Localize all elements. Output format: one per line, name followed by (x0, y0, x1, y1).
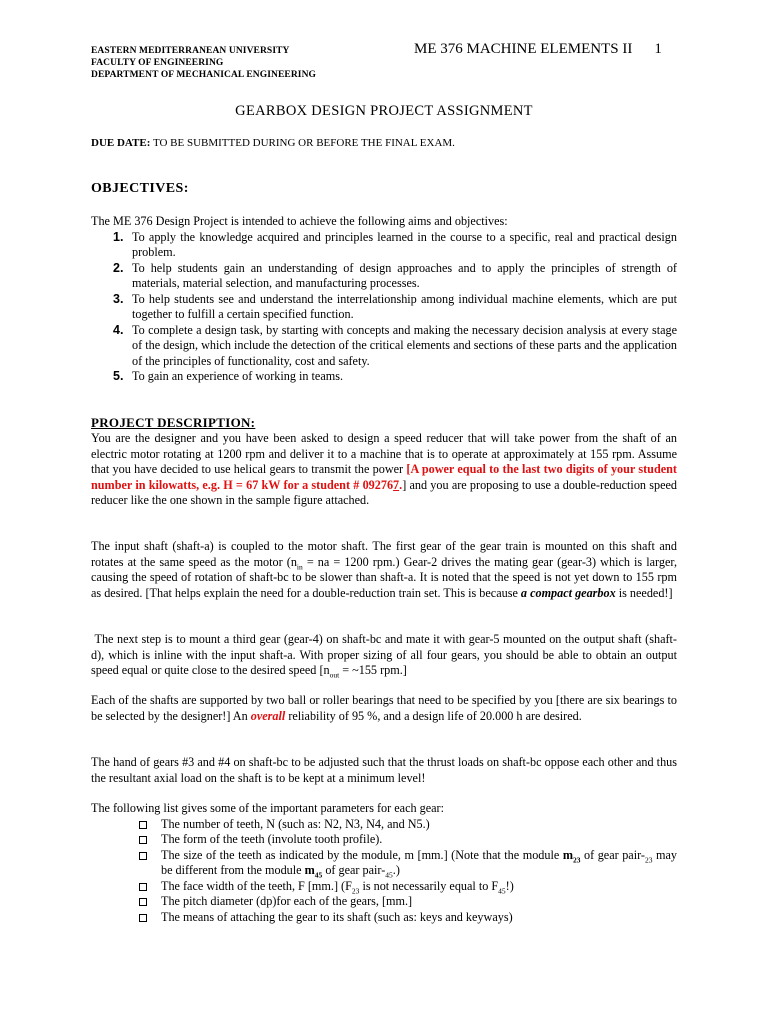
objective-item: 5. To gain an experience of working in teams. (113, 369, 344, 383)
parameters-list (91, 817, 677, 926)
overall-emphasis: overall (250, 708, 286, 723)
parameters-section (91, 801, 677, 925)
checkbox-bullet-icon (139, 883, 147, 891)
objective-item: 4. To complete a design task, by starting with concepts and making the necessary decision analysis at every stage of the design, which include the detection of the critical elements and sections of these parts and the application of the principles of functionality, cost and safety. (113, 322, 677, 368)
due-date-label: DUE DATE: (91, 137, 151, 149)
course-header (414, 41, 662, 58)
parameters-intro: The following list gives some of the important parameters for each gear: (91, 801, 444, 815)
project-description-heading: PROJECT DESCRIPTION: (91, 415, 256, 430)
due-date (91, 137, 455, 149)
objectives-intro: The ME 376 Design Project is intended to achieve the following aims and objectives: (91, 214, 508, 228)
project-paragraph-5: The hand of gears #3 and #4 on shaft-bc to be adjusted such that the thrust loads on shaft-bc oppose each other and thus the resultant axial load on the shaft is to be kept at a minimum level! (91, 755, 677, 785)
page-title: GEARBOX DESIGN PROJECT ASSIGNMENT (235, 103, 533, 119)
due-date-text: TO BE SUBMITTED DURING OR BEFORE THE FINAL EXAM. (150, 137, 455, 149)
checkbox-bullet-icon (139, 852, 147, 860)
checkbox-bullet-icon (139, 836, 147, 844)
department-name: DEPARTMENT OF MECHANICAL ENGINEERING (91, 70, 317, 80)
faculty-name: FACULTY OF ENGINEERING (91, 58, 224, 68)
parameter-item: The form of the teeth (involute tooth profile). (91, 832, 677, 848)
objectives-list (113, 230, 677, 385)
compact-gearbox-emphasis: a compact gearbox (520, 585, 616, 600)
institution-header (91, 45, 316, 81)
parameter-item: The size of the teeth as indicated by the module, m [mm.] (Note that the module $m_{23}$ of gear pair-$_{23}$ may be different from the module $m_{45}$ of gear pair-$_{45}$.) (91, 848, 677, 879)
objectives-heading: OBJECTIVES: (91, 181, 189, 196)
course-title: ME 376 MACHINE ELEMENTS II (414, 41, 633, 57)
checkbox-bullet-icon (139, 914, 147, 922)
objective-item: 1. To apply the knowledge acquired and principles learned in the course to a specific, real and practical design problem. (113, 229, 677, 259)
power-requirement-note: A power equal to the last two digits of your student number in kilowatts, e.g. H = 67 kW for a student # 09276 (91, 462, 677, 492)
parameter-item: The number of teeth, N (such as: N2, N3, N4, and N5.) (91, 817, 677, 833)
project-paragraph-3: The next step is to mount a third gear (gear-4) on shaft-bc and mate it with gear-5 mounted on the output shaft (shaft-d), which is inline with the input shaft-a. With proper sizing of all four gears, you should be able to obtain an output speed equal or quite close to the desired speed [$n_{out}$ = ~155 rpm.] (91, 632, 677, 680)
parameter-item: The means of attaching the gear to its shaft (such as: keys and keyways) (91, 910, 677, 926)
checkbox-bullet-icon (139, 898, 147, 906)
page-number: 1 (654, 41, 662, 57)
objective-item: 2. To help students gain an understanding of design approaches and to apply the principles of strength of materials, material selection, and manufacturing processes. (113, 260, 677, 290)
parameter-item: The face width of the teeth, F [mm.] ($F_{23}$ is not necessarily equal to $F_{45}$!) (91, 879, 677, 895)
project-paragraph-1: You are the designer and you have been asked to design a speed reducer that will take power from the shaft of an electric motor rotating at 1200 rpm and deliver it to a machine that is to operate at approximately at 155 rpm. Assume that you have decided to use helical gears to transmit the power [A power equal to the last two digits of your student number in kilowatts, e.g. H = 67 kW for a student # 092767.] and you are proposing to use a double-reduction speed reducer like the one shown in the sample figure attached. (91, 431, 677, 507)
objective-item: 3. To help students see and understand the interrelationship among individual machine elements, which are put together to fulfill a certain specified function. (113, 291, 677, 321)
project-paragraph-2: The input shaft (shaft-a) is coupled to the motor shaft. The first gear of the gear train is mounted on this shaft and rotates at the same speed as the motor ($n_{in}$ = na = 1200 rpm.) Gear-2 drives the mating gear (gear-3) which is larger, causing the speed of rotation of shaft-bc to be slower than shaft-a. It is noted that the speed is not yet down to 155 rpm as desired. [That helps explain the need for a double-reduction train set. This is because a compact gearbox is needed!] (91, 539, 677, 600)
checkbox-bullet-icon (139, 821, 147, 829)
university-name: EASTERN MEDITERRANEAN UNIVERSITY (91, 46, 290, 56)
objectives-section (91, 214, 677, 385)
project-paragraph-4: Each of the shafts are supported by two ball or roller bearings that need to be specified by you [there are six bearings to be selected by the designer!] An overall reliability of 95 %, and a design life of 20.000 h are desired. (91, 693, 677, 723)
parameter-item: The pitch diameter (dp)for each of the gears, [mm.] (91, 894, 677, 910)
